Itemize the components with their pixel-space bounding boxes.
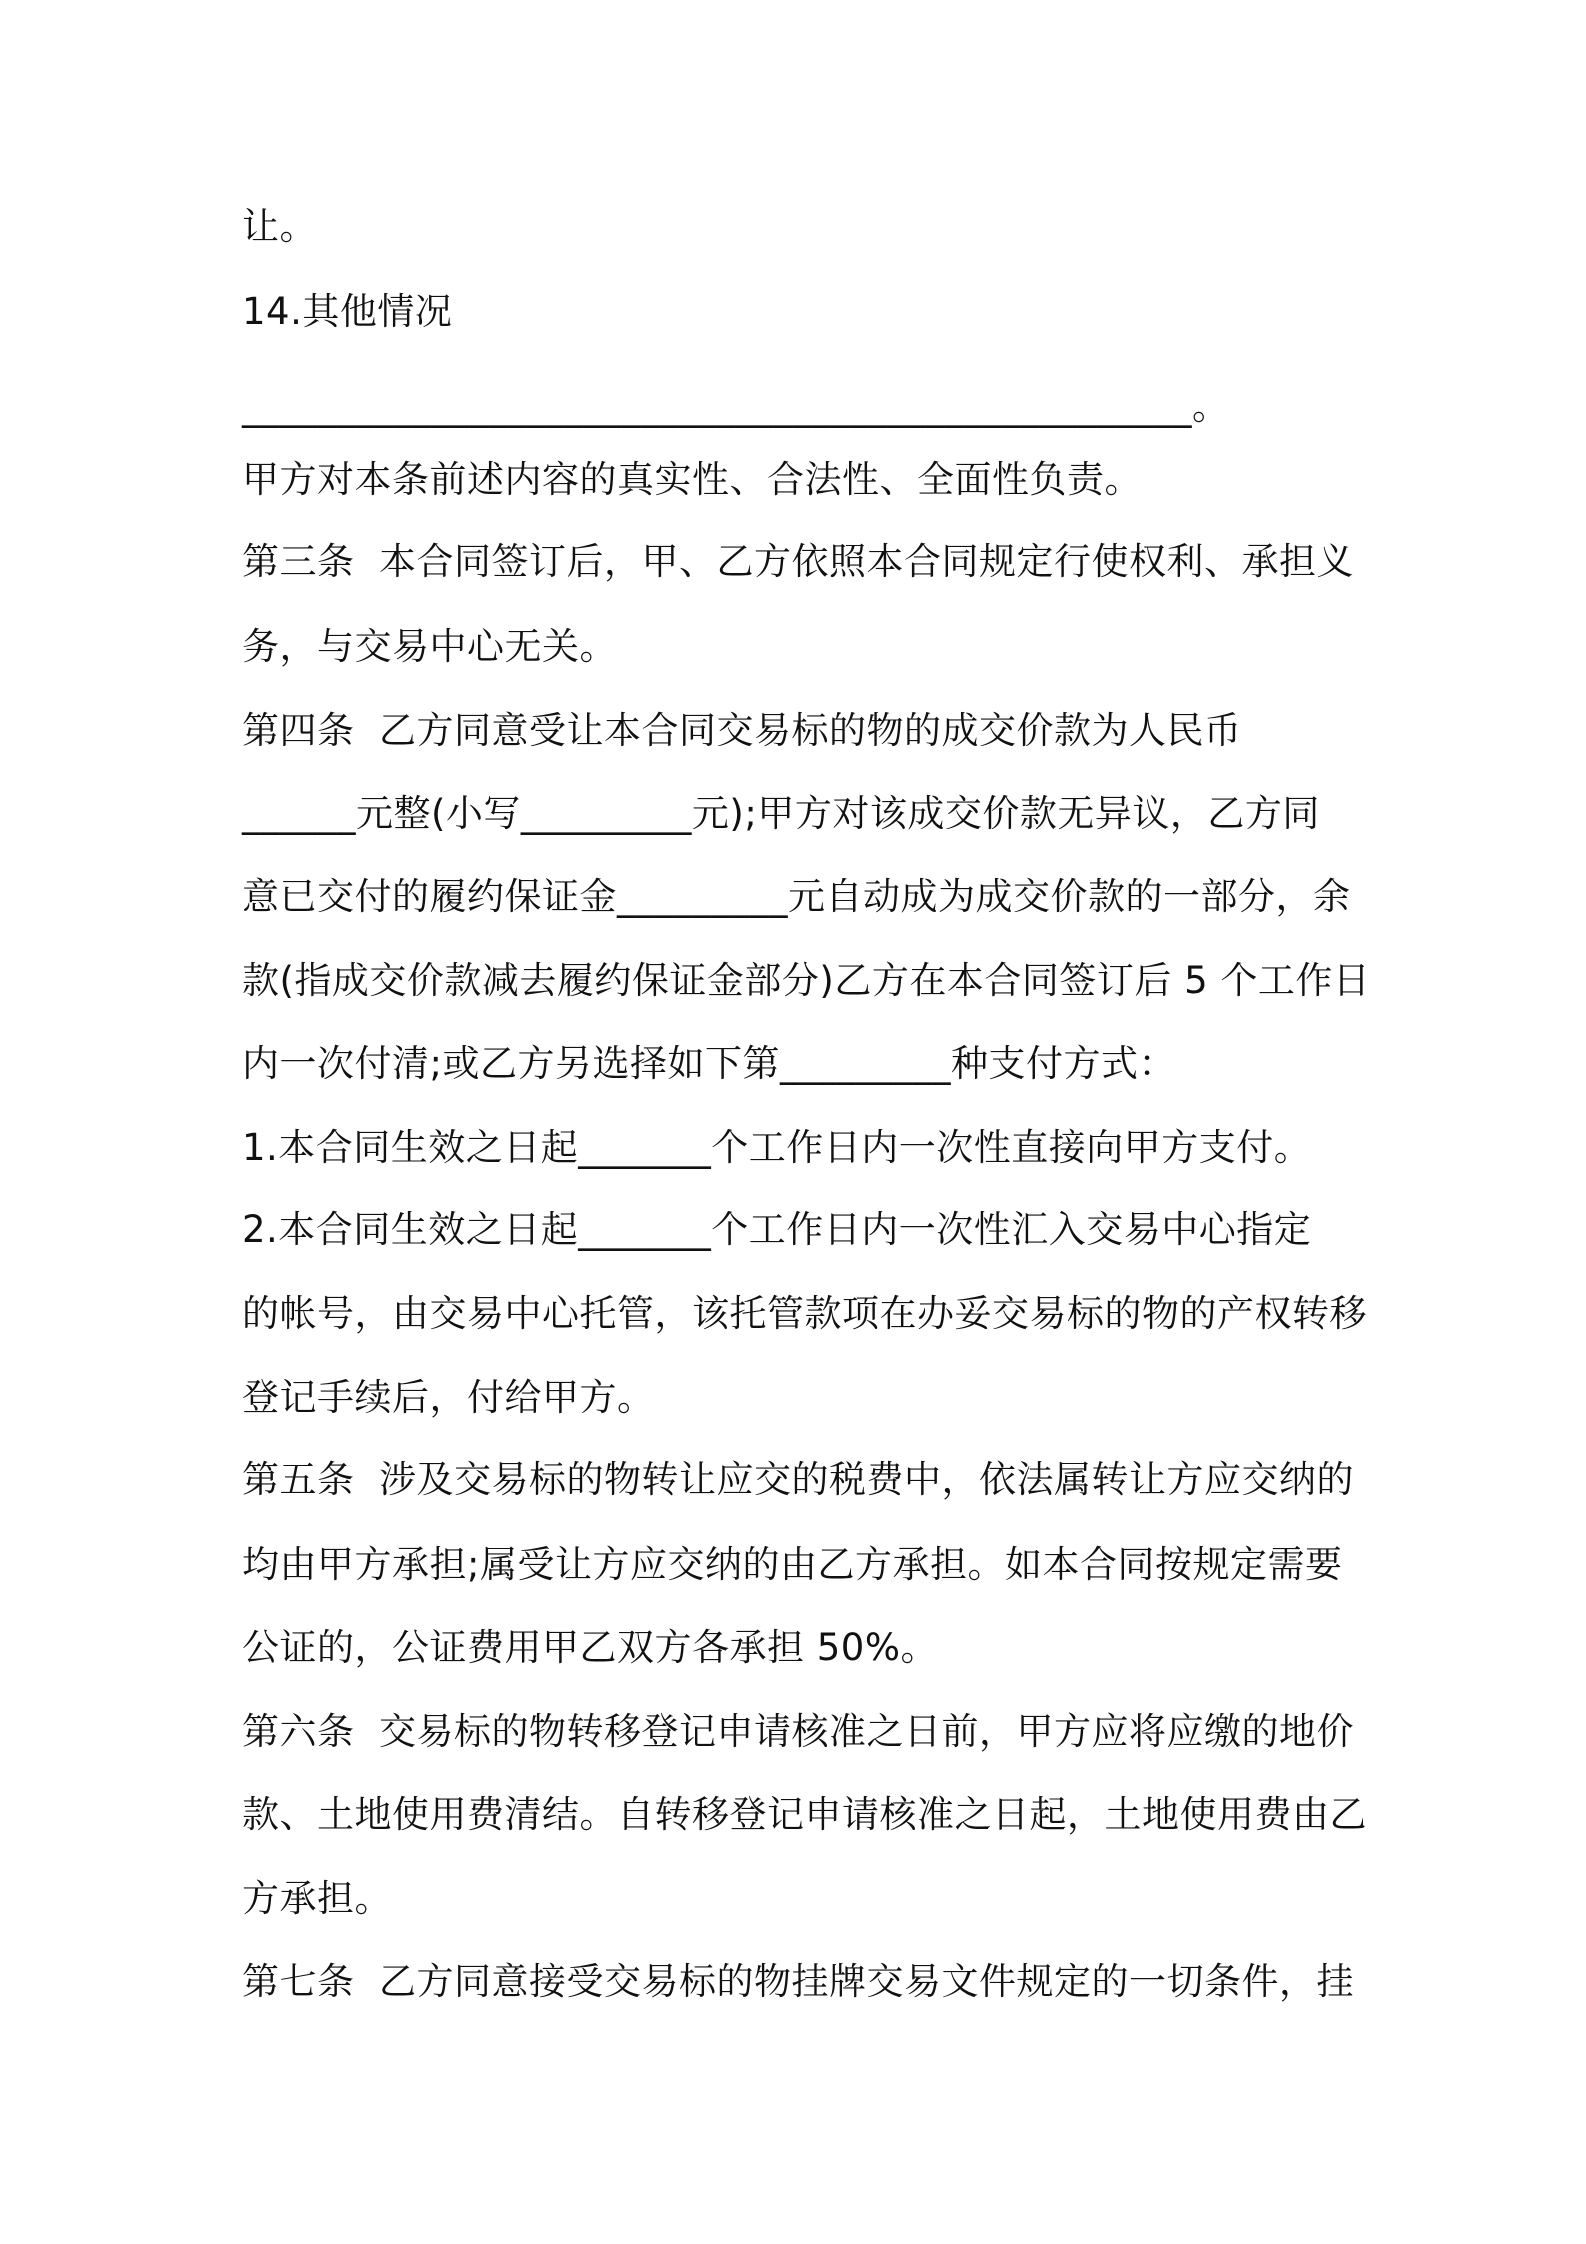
text-line: 公证的，公证费用甲乙双方各承担 50%。 — [242, 1626, 938, 1669]
text-line: 第六条 交易标的物转移登记申请核准之日前，甲方应将应缴的地价 — [242, 1710, 1355, 1753]
text-line: 方承担。 — [242, 1877, 392, 1920]
text-line: 登记手续后，付给甲方。 — [242, 1376, 655, 1419]
text-line: __________________________________________________。 — [242, 385, 1230, 428]
text-line: 第四条 乙方同意受让本合同交易标的物的成交价款为人民币 — [242, 709, 1242, 752]
text-line: 甲方对本条前述内容的真实性、合法性、全面性负责。 — [242, 458, 1142, 501]
text-line: 14.其他情况 — [242, 290, 453, 333]
text-line: 内一次付清;或乙方另选择如下第_________种支付方式： — [242, 1042, 1176, 1085]
text-line: 第七条 乙方同意接受交易标的物挂牌交易文件规定的一切条件，挂 — [242, 1960, 1355, 2003]
text-line: 1.本合同生效之日起_______个工作日内一次性直接向甲方支付。 — [242, 1126, 1312, 1169]
text-line: 的帐号，由交易中心托管，该托管款项在办妥交易标的物的产权转移 — [242, 1292, 1367, 1335]
text-line: 款(指成交价款减去履约保证金部分)乙方在本合同签订后 5 个工作日 — [242, 959, 1371, 1002]
text-line: 2.本合同生效之日起_______个工作日内一次性汇入交易中心指定 — [242, 1208, 1312, 1251]
text-line: 款、土地使用费清结。自转移登记申请核准之日起，土地使用费由乙 — [242, 1793, 1367, 1836]
text-line: 均由甲方承担;属受让方应交纳的由乙方承担。如本合同按规定需要 — [242, 1543, 1343, 1586]
text-line: 第五条 涉及交易标的物转让应交的税费中，依法属转让方应交纳的 — [242, 1458, 1355, 1501]
text-line: 让。 — [242, 205, 317, 248]
text-line: 意已交付的履约保证金_________元自动成为成交价款的一部分，余 — [242, 875, 1351, 918]
text-line: ______元整(小写_________元);甲方对该成交价款无异议，乙方同 — [242, 792, 1320, 835]
text-line: 第三条 本合同签订后，甲、乙方依照本合同规定行使权利、承担义 — [242, 540, 1355, 583]
text-line: 务，与交易中心无关。 — [242, 625, 617, 668]
